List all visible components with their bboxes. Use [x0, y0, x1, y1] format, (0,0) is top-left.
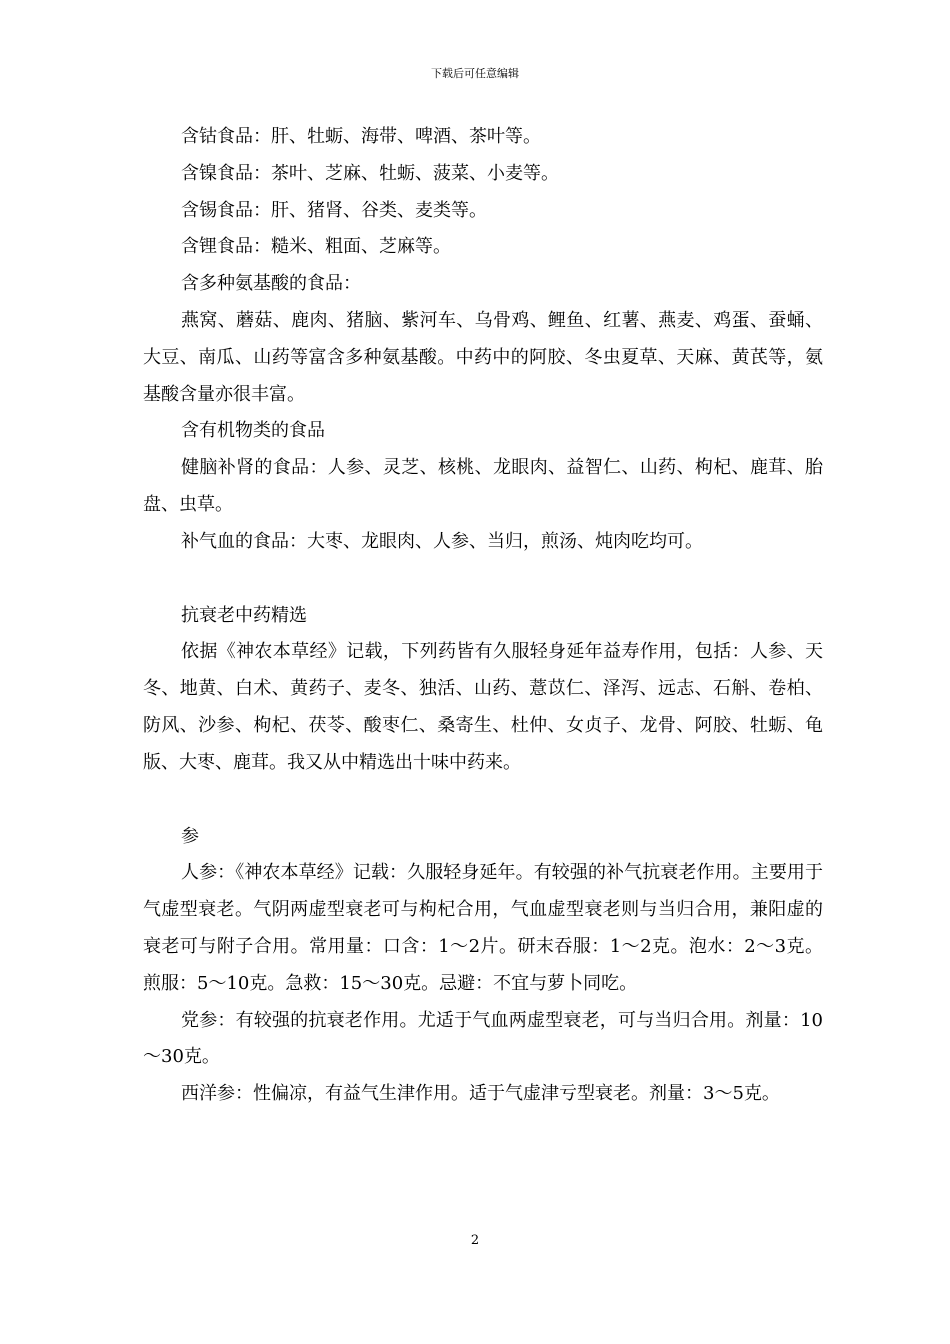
paragraph-brain-kidney-foods: 健脑补肾的食品：人参、灵芝、核桃、龙眼肉、益智仁、山药、枸杞、鹿茸、胎盘、虫草。 [143, 457, 823, 515]
heading-ginseng: 参 [181, 825, 199, 847]
paragraph-nickel-foods: 含镍食品：茶叶、芝麻、牡蛎、菠菜、小麦等。 [181, 162, 559, 184]
document-body [143, 119, 823, 1113]
paragraph-qi-blood-foods: 补气血的食品：大枣、龙眼肉、人参、当归，煎汤、炖肉吃均可。 [181, 530, 703, 552]
paragraph-cobalt-foods: 含钴食品：肝、牡蛎、海带、啤酒、茶叶等。 [181, 126, 541, 147]
paragraph-amino-acid-list: 燕窝、蘑菇、鹿肉、猪脑、紫河车、乌骨鸡、鲤鱼、红薯、燕麦、鸡蛋、蚕蛹、大豆、南瓜、山药等富含多种氨基酸。中药中的阿胶、冬虫夏草、天麻、黄芪等，氨基酸含量亦很丰富。 [143, 309, 823, 405]
heading-organic-foods: 含有机物类的食品 [181, 420, 325, 442]
heading-anti-aging-herbs: 抗衰老中药精选 [181, 604, 307, 626]
paragraph-dangshen: 党参：有较强的抗衰老作用。尤适于气血两虚型衰老，可与当归合用。剂量：10～30克。 [143, 1009, 823, 1068]
paragraph-renshen: 人参：《神农本草经》记载：久服轻身延年。有较强的补气抗衰老作用。主要用于气虚型衰老。气阴两虚型衰老可与枸杞合用，气血虚型衰老则与当归合用，兼阳虚的衰老可与附子合用。常用量：口含：1～2片。研末吞服：1～2克。泡水：2～3克。煎服：5～10克。急救：15～30克。忌避：不宜与萝卜同吃。 [143, 862, 823, 994]
paragraph-herb-list: 依据《神农本草经》记载，下列药皆有久服轻身延年益寿作用，包括：人参、天冬、地黄、白术、黄药子、麦冬、独活、山药、薏苡仁、泽泻、远志、石斛、卷柏、防风、沙参、枸杞、茯苓、酸枣仁、桑寄生、杜仲、女贞子、龙骨、阿胶、牡蛎、龟版、大枣、鹿茸。我又从中精选出十味中药来。 [143, 641, 823, 773]
section-spacer [143, 782, 823, 819]
heading-amino-acid-foods: 含多种氨基酸的食品： [181, 273, 361, 295]
paragraph-tin-foods: 含锡食品：肝、猪肾、谷类、麦类等。 [181, 199, 487, 221]
paragraph-xiyangshen: 西洋参：性偏凉，有益气生津作用。适于气虚津亏型衰老。剂量：3～5克。 [181, 1083, 780, 1105]
paragraph-lithium-foods: 含锂食品：糙米、粗面、芝麻等。 [181, 236, 451, 258]
page-number: 2 [470, 1233, 480, 1248]
section-spacer [143, 561, 823, 598]
page-header: 下载后可任意编辑 [431, 67, 519, 80]
